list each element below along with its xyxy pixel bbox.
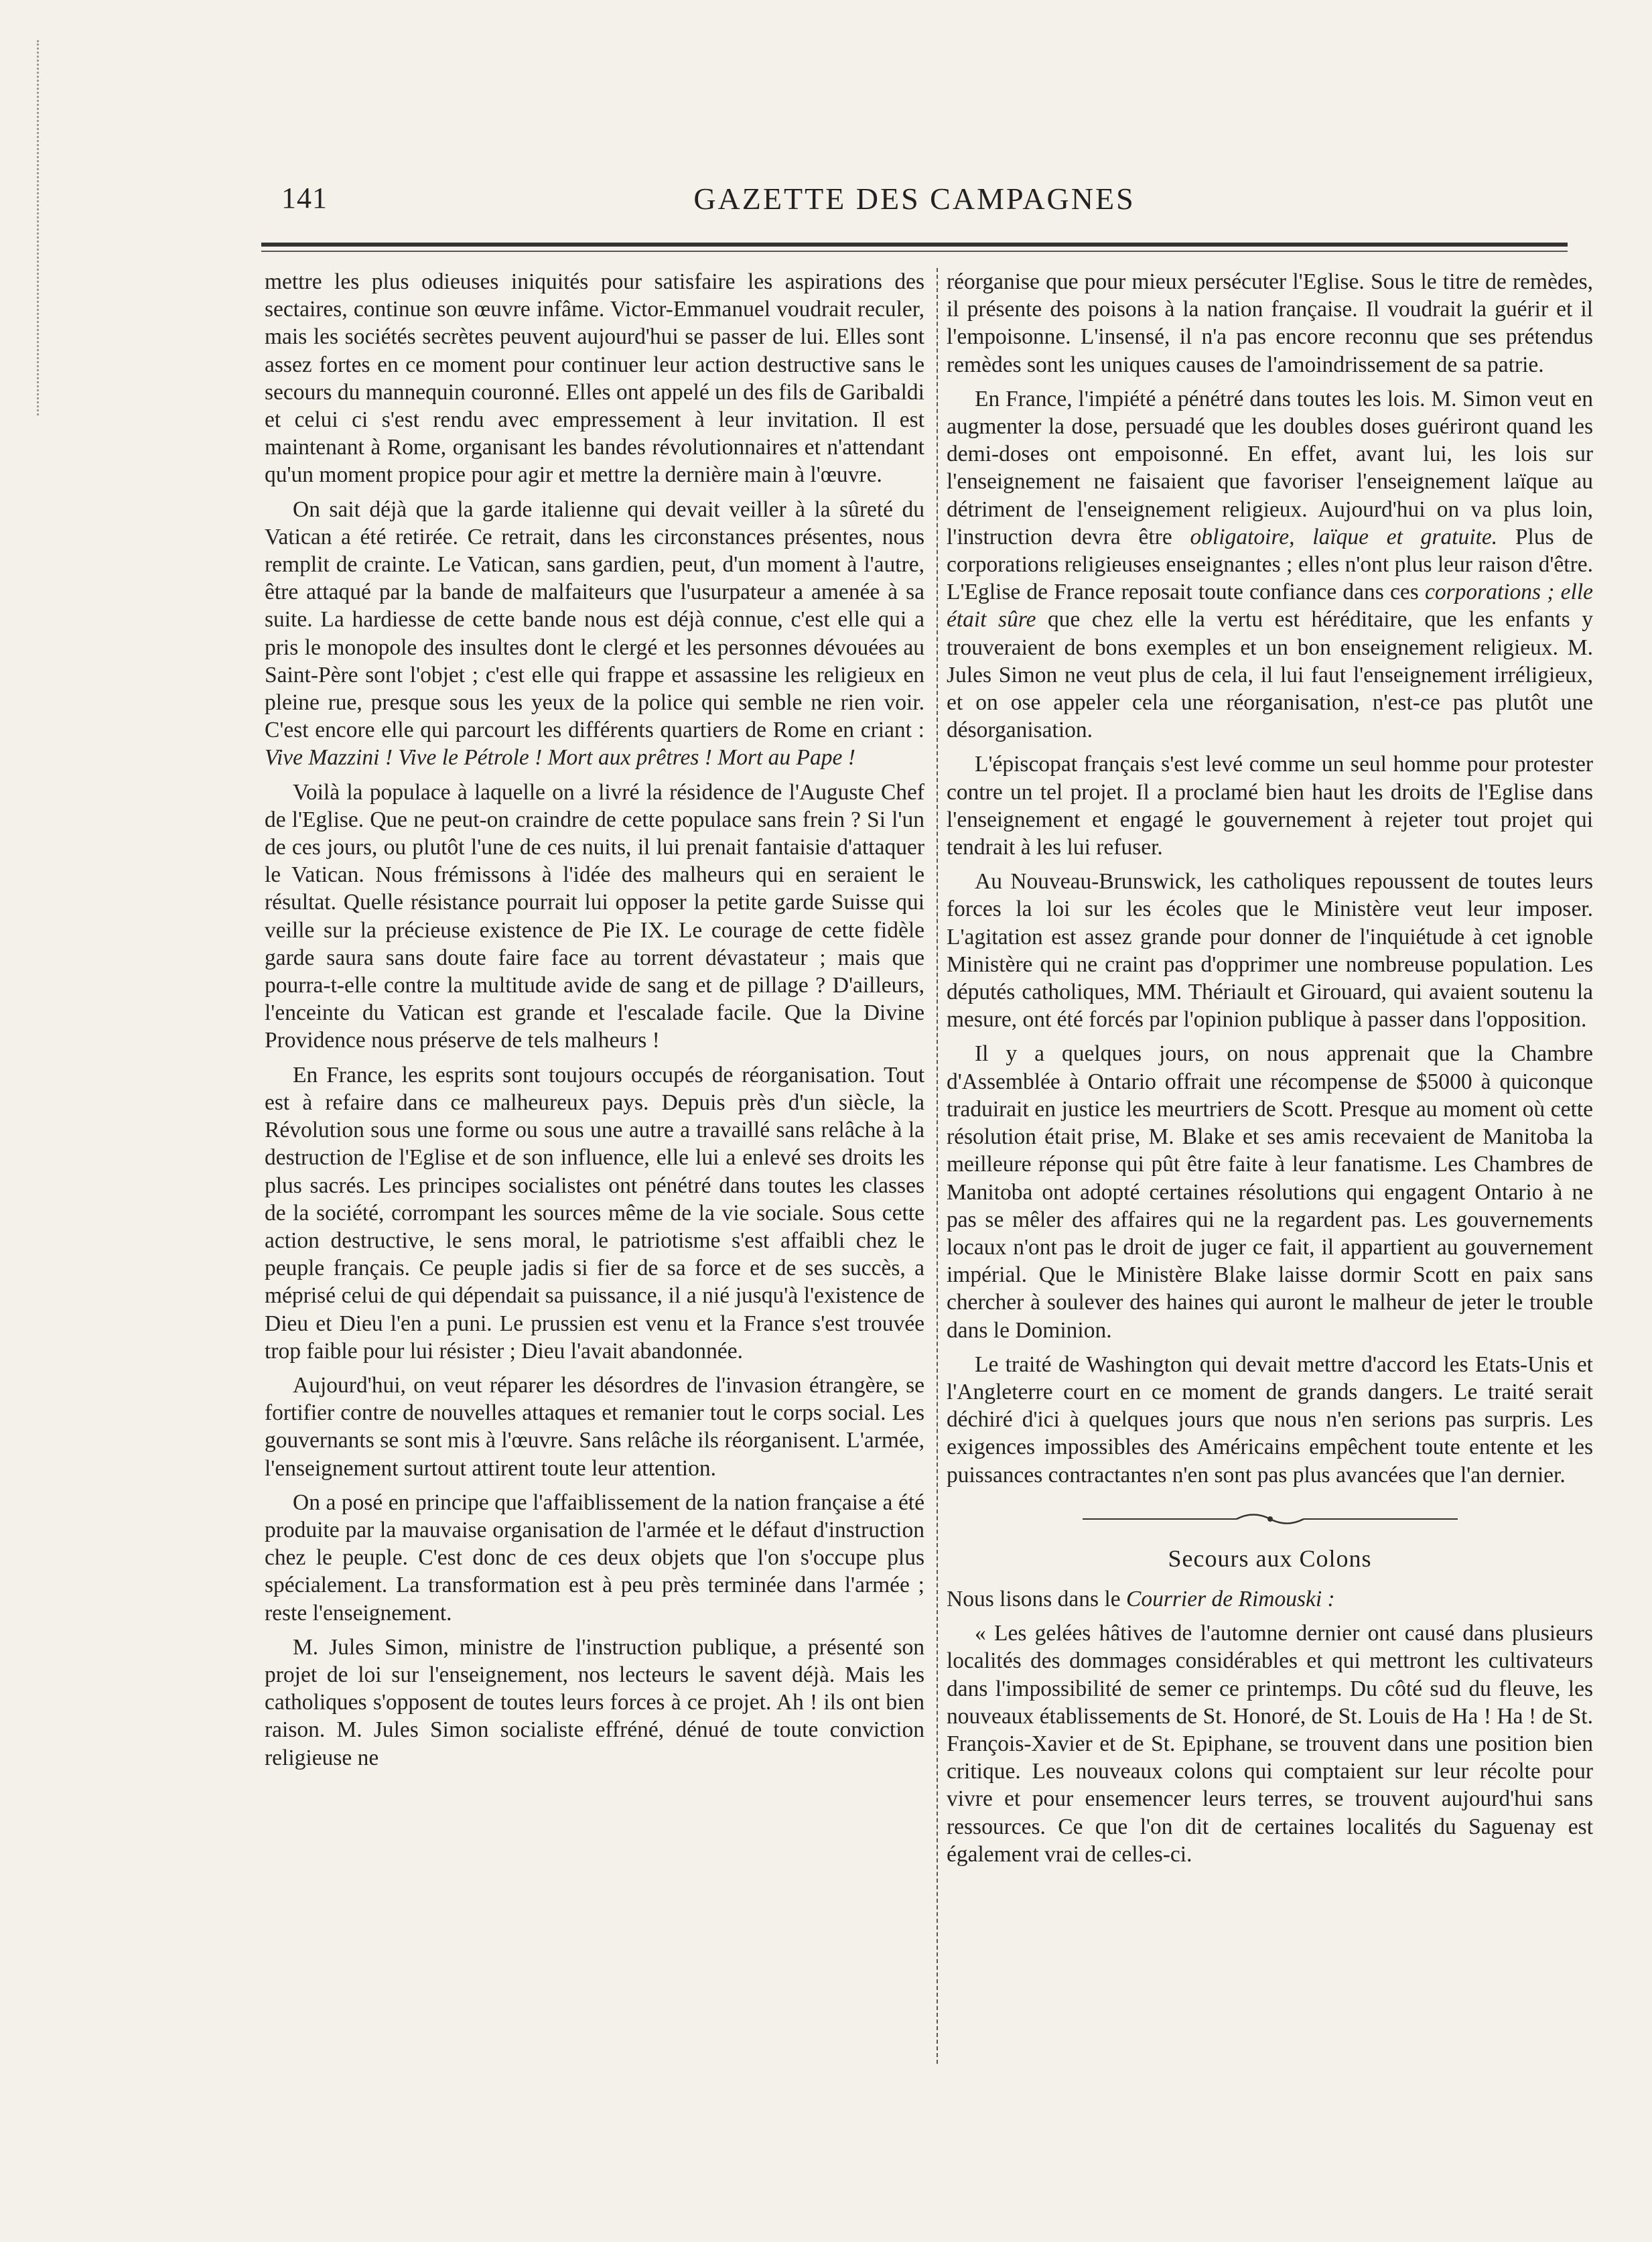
left-column [265,268,924,2064]
paragraph: Au Nouveau-Brunswick, les catholiques repoussent de toutes leurs forces la loi sur les écoles que le Ministère veut leur imposer. L'agitation est assez grande pour donner de l'inquiétude à cet ignoble Ministère qui ne craint pas d'opprimer une nombreuse population. Les députés catholiques, MM. Thériault et Girouard, qui avaient soutenu la mesure, ont été forcés par l'opinion publique à passer dans l'opposition. [947,869,1593,1033]
header-rule [261,243,1568,247]
paragraph: Nous lisons dans le Courrier de Rimouski : [947,1587,1335,1611]
column-divider [937,268,938,2064]
source-title: Courrier de Rimouski : [1126,1587,1335,1611]
paragraph: Voilà la populace à laquelle on a livré la résidence de l'Auguste Chef de l'Eglise. Que ne peut-on craindre de cette populace sans frein ? Si l'un de ces jours, ou plutôt l'une de ces nuits, il lui prenait fantaisie d'attaquer le Vatican. Nous frémissons à l'idée des malheurs qui en seraient le résultat. Quelle résistance pourrait lui opposer la petite garde Suisse qui veille sur la précieuse existence de Pie IX. Le courage de cette fidèle garde saura sans doute faire face au torrent dévastateur ; mais que pourra-t-elle contre la multitude avide de sang et de pillage ? D'ailleurs, l'enceinte du Vatican est grande et l'escalade facile. Que la Divine Providence nous préserve de tels malheurs ! [265,779,924,1053]
paragraph: mettre les plus odieuses iniquités pour satisfaire les aspirations des sectaires, continue son œuvre infâme. Victor-Emmanuel voudrait reculer, mais les sociétés secrètes peuvent aujourd'hui se passer de lui. Elles sont assez fortes en ce moment pour continuer leur action destructive sans le secours du mannequin couronné. Elles ont appelé un des fils de Garibaldi et celui ci s'est rendu avec empressement à leur invitation. Il est maintenant à Rome, organisant les bandes révolutionnaires et n'attendant qu'un moment propice pour agir et mettre la dernière main à l'œuvre. [265,269,924,488]
right-column [947,268,1593,2064]
margin-binding-marks [37,40,52,415]
paragraph: réorganise que pour mieux persécuter l'Eglise. Sous le titre de remèdes, il présente des poisons à la nation française. Il voudrait la guérir et il l'empoisonne. L'insensé, il n'a pas encore reconnu que ses prétendus remèdes sont les uniques causes de l'amoindrissement de sa patrie. [947,269,1593,377]
paragraph: Aujourd'hui, on veut réparer les désordres de l'invasion étrangère, se fortifier contre de nouvelles attaques et remanier tout le corps social. Les gouvernants se sont mis à l'œuvre. Sans relâche ils réorganisent. L'armée, l'enseignement surtout attirent toute leur attention. [265,1372,924,1481]
paragraph: Le traité de Washington qui devait mettre d'accord les Etats-Unis et l'Angleterre court en ce moment de grands dangers. Le traité serait déchiré d'ici à quelques jours que nous n'en serions pas surpris. Les exigences impossibles des Américains empêchent toute entente et les puissances contractantes n'en sont pas plus avancées que l'an dernier. [947,1351,1593,1488]
paragraph: En France, l'impiété a pénétré dans toutes les lois. M. Simon veut en augmenter la dose, persuadé que les doubles doses guériront quand les demi-doses ont empoisonné. En effet, avant lui, les lois sur l'enseignement ne faisaient que favoriser l'enseignement laïque au détriment de l'enseignement religieux. Aujourd'hui on va plus loin, l'instruction devra être obligatoire, laïque et gratuite. Plus de corporations religieuses enseignantes ; elles n'ont plus leur raison d'être. L'Eglise de France reposait toute confiance dans ces corporations ; elle était sûre que chez elle la vertu est héréditaire, que les enfants y trouveraient de bons exemples et un bon enseignement religieux. M. Jules Simon ne veut plus de cela, il lui faut l'enseignement irréligieux, et on ose appeler cela une réorganisation, n'est-ce pas plutôt une désorganisation. [947,386,1593,743]
italic-cry: Vive Mazzini ! Vive le Pétrole ! Mort aux prêtres ! Mort au Pape ! [265,745,855,771]
header-rule-thin [261,251,1568,252]
ornament-rule-icon [1083,1509,1458,1529]
quote-paragraph: « Les gelées hâtives de l'automne dernier ont causé dans plusieurs localités des dommages considérables et qui mettront les cultivateurs dans l'impossibilité de semer ce printemps. Du côté sud du fleuve, les nouveaux établissements de St. Honoré, de St. Louis de Ha ! Ha ! de St. François-Xavier et de St. Epiphane, se trouvent dans une position bien critique. Les nouveaux colons qui comptaient sur leur récolte pour vivre et pour ensemencer leurs terres, se trouvent aujourd'hui sans ressources. Ce que l'on dit de certaines localités du Saguenay est également vrai de celles-ci. [947,1621,1593,1867]
paragraph: M. Jules Simon, ministre de l'instruction publique, a présenté son projet de loi sur l'enseignement, nos lecteurs le savent déjà. Mais les catholiques s'opposent de toutes leurs forces à ce projet. Ah ! ils ont bien raison. M. Jules Simon socialiste effréné, dénué de toute conviction religieuse ne [265,1634,924,1770]
paragraph: Il y a quelques jours, on nous apprenait que la Chambre d'Assemblée à Ontario offrait une récompense de $5000 à quiconque traduirait en justice les meurtriers de Scott. Presque au moment où cette résolution était prise, M. Blake et ses amis recevaient de Manitoba la meilleure réponse qui pût être faite à leur fanatisme. Les Chambres de Manitoba ont adopté certaines résolutions qui engagent Ontario à ne pas se mêler des affaires qui ne la regardent pas. Les gouvernements locaux n'ont pas le droit de juger ce fait, il appartient au gouvernement impérial. Que le Ministère Blake laisse dormir Scott en paix sans chercher à soulever des haines qui auront le malheur de jeter le trouble dans le Dominion. [947,1041,1593,1343]
page-number: 141 [281,182,328,214]
paragraph: On a posé en principe que l'affaiblissement de la nation française a été produite par la mauvaise organisation de l'armée et le défaut d'instruction chez le peuple. C'est donc de ces deux objets que l'on s'occupe plus spécialement. La transformation est à peu près terminée dans l'armée ; reste l'enseignement. [265,1490,924,1626]
journal-title: GAZETTE DES CAMPAGNES [693,182,1135,216]
paragraph: L'épiscopat français s'est levé comme un seul homme pour protester contre un tel projet. Il a proclamé bien haut les droits de l'Eglise dans l'enseignement et engagé le gouvernement à rejeter tout projet qui tendrait à les lui refuser. [947,752,1593,860]
page-header [281,181,1547,228]
paragraph: On sait déjà que la garde italienne qui devait veiller à la sûreté du Vatican a été retirée. Ce retrait, dans les circonstances présentes, nous remplit de crainte. Le Vatican, sans gardien, peut, d'un moment à l'autre, être attaqué par la bande de malfaiteurs que l'usurpateur a amenée à sa suite. La hardiesse de cette bande nous est déjà connue, c'est elle qui a pris le monopole des insultes dont le clergé et les personnes dévouées au Saint-Père sont l'objet ; c'est elle qui frappe et assassine les religieux en pleine rue, presque sous les yeux de la police qui semble ne rien voir. C'est encore elle qui parcourt les différents quartiers de Rome en criant : Vive Mazzini ! Vive le Pétrole ! Mort aux prêtres ! Mort au Pape ! [265,497,924,771]
section-title: Secours aux Colons [1168,1544,1372,1572]
paragraph: En France, les esprits sont toujours occupés de réorganisation. Tout est à refaire dans ce malheureux pays. Depuis près d'un siècle, la Révolution sous une forme ou sous une autre a travaillé sans relâche à la destruction de l'Eglise et de son influence, elle lui a enlevé ses droits les plus sacrés. Les principes socialistes ont pénétré dans toutes les classes de la société, corrompant les sources même de la vie sociale. Sous cette action destructive, le sens moral, le patriotisme s'est affaibli chez le peuple français. Ce peuple jadis si fier de sa force et de ses succès, a méprisé celui de qui dépendait sa puissance, il a nié jusqu'à l'existence de Dieu et Dieu l'en a puni. Le prussien est venu et la France s'est trouvée trop faible pour lui résister ; Dieu l'avait abandonnée. [265,1062,924,1364]
section-ornament [947,1509,1593,1529]
